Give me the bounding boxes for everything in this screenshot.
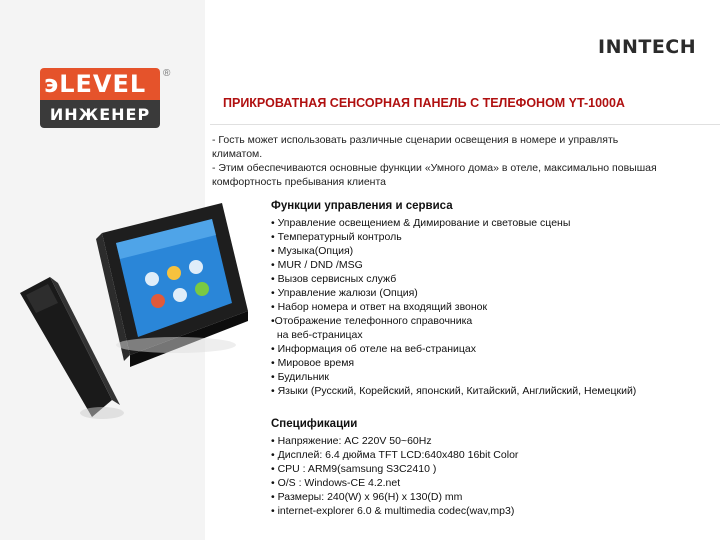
page-title: ПРИКРОВАТНАЯ СЕНСОРНАЯ ПАНЕЛЬ С ТЕЛЕФОНОМ YT-1000A [223, 96, 625, 110]
list-item: • Мировое время [271, 357, 355, 369]
list-item: • Музыка(Опция) [271, 245, 354, 257]
list-item: • MUR / DND /MSG [271, 259, 363, 271]
intro-line: - Этим обеспечиваются основные функции «Умного дома» в отеле, максимально повышая [212, 162, 657, 174]
logo-bottom-text: ИНЖЕНЕР [49, 104, 151, 124]
logo-top-text: эLEVEL [44, 70, 147, 98]
intro-line: климатом. [212, 148, 263, 160]
specs-list [271, 434, 518, 518]
functions-list [271, 216, 636, 398]
list-item: • CPU : ARM9(samsung S3C2410 ) [271, 463, 437, 475]
list-item: • Напряжение: AC 220V 50~60Hz [271, 435, 432, 447]
list-item: • O/S : Windows-CE 4.2.net [271, 477, 401, 489]
list-item: • Дисплей: 6.4 дюйма TFT LCD:640x480 16bit Color [271, 449, 519, 461]
list-item: на веб-страницах [271, 329, 363, 341]
list-item: • Информация об отеле на веб-страницах [271, 343, 476, 355]
touch-panel-device-image [12, 195, 252, 435]
list-item: • Управление жалюзи (Опция) [271, 287, 418, 299]
intro-line: комфортность пребывания клиента [212, 176, 386, 188]
list-item: • Вызов сервисных служб [271, 273, 397, 285]
list-item: • internet-explorer 6.0 & multimedia codec(wav,mp3) [271, 505, 515, 517]
inntech-brand: INNTECH [598, 36, 697, 58]
intro-text [212, 133, 702, 189]
intro-line: - Гость может использовать различные сценарии освещения в номере и управлять [212, 134, 619, 146]
list-item: • Размеры: 240(W) x 96(H) x 130(D) mm [271, 491, 463, 503]
specs-heading: Спецификации [271, 418, 358, 430]
functions-heading: Функции управления и сервиса [271, 200, 453, 212]
list-item: • Языки (Русский, Корейский, японский, Китайский, Английский, Немецкий) [271, 385, 637, 397]
logo-bottom [40, 100, 160, 128]
list-item: • Температурный контроль [271, 231, 402, 243]
panel-body [96, 203, 248, 367]
phone-handset-image [20, 277, 124, 419]
elevel-logo [40, 68, 160, 128]
list-item: •Отображение телефонного справочника [271, 315, 473, 327]
list-item: • Управление освещением & Димирование и световые сцены [271, 217, 571, 229]
list-item: • Набор номера и ответ на входящий звонок [271, 301, 488, 313]
list-item: • Будильник [271, 371, 330, 383]
logo-top [40, 68, 160, 100]
logo-registered-mark: ® [163, 68, 171, 79]
